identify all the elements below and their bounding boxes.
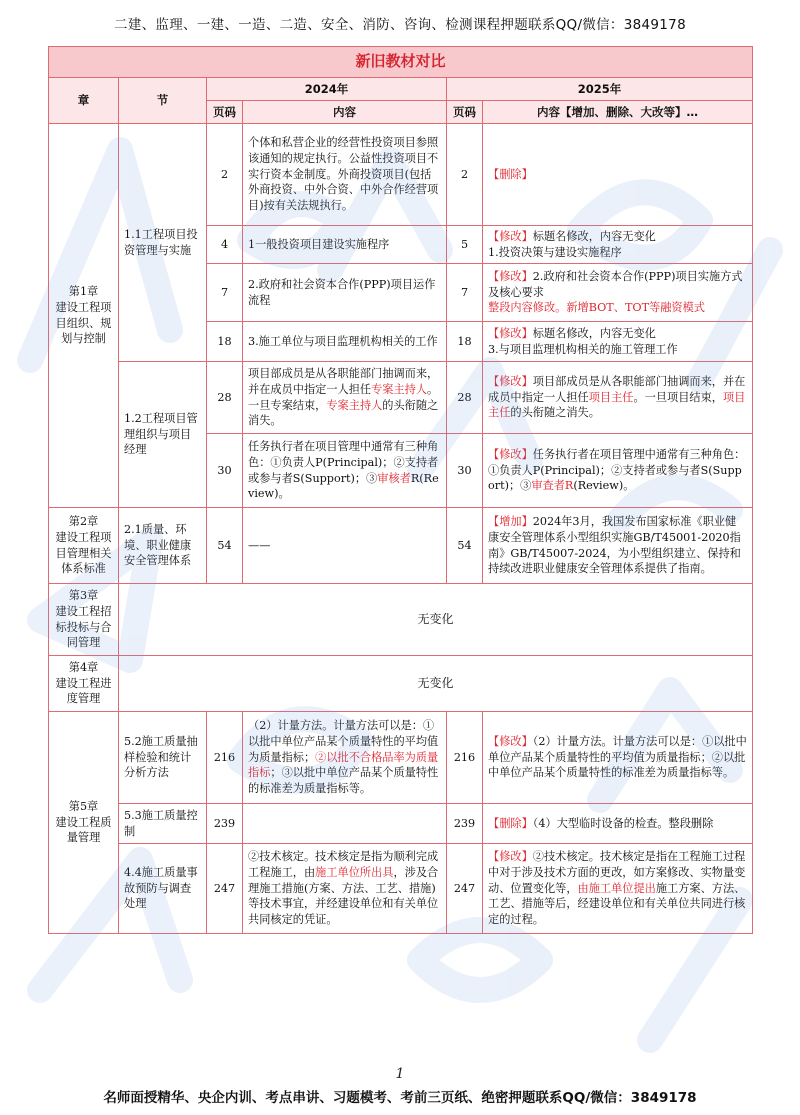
row8-page-new: 216 [447,712,483,804]
row5-old-b: 。一旦专案结束， [248,382,439,412]
row8-content-new [483,712,753,804]
modify-tag: 【修改】 [488,849,533,863]
header-chapter: 章 [49,78,119,124]
row5-new-b: 。一旦项目结束， [633,390,723,404]
header-content-old: 内容 [243,101,447,124]
row7-content-new [483,508,753,584]
row10-old-red: 施工单位所出具 [315,865,394,879]
row10-content-new [483,844,753,934]
modify-tag: 【修改】 [488,734,533,748]
row6-new-a: 任务执行者在项目管理中通常有三种角色：①负责人P(Principal)；②支持者或参与者S(Support)；③ [488,447,746,493]
row9-content-new [483,804,753,844]
row2-content-new [483,226,753,264]
row5-new-c: 的头衔随之消失。 [510,406,600,420]
row6-new-b: (Review)。 [573,479,635,493]
row3-page-new: 7 [447,264,483,322]
row4-new-a: 标题名修改，内容无变化 [532,326,656,340]
row10-new-b: 施工方案、方法、工艺、措施等后，经建设单位和有关单位共同进行核定的过程。 [488,881,746,927]
table-title: 新旧教材对比 [49,47,753,78]
header-page-new: 页码 [447,101,483,124]
row2-new-a: 标题名修改，内容无变化 [532,229,656,243]
row6-content-old [243,434,447,508]
header-year-old: 2024年 [207,78,447,101]
row10-page-old: 247 [207,844,243,934]
comparison-table [48,46,753,934]
row2-new-b: 1.投资决策与建设实施程序 [488,245,622,259]
page-number: 1 [395,1066,405,1082]
row4-page-old: 18 [207,322,243,362]
row8-old-red: ②以批不合格品率为质量指标 [248,750,439,780]
row5-old-red1: 专案主持人 [371,382,428,396]
row6-new-red: 审查者R [531,479,574,493]
row10-old-a: ②技术核定。技术核定是指为顺利完成工程施工，由 [248,849,439,879]
row8-content-old [243,712,447,804]
section-4-4-cell: 4.4施工质量事故预防与调查处理 [119,844,207,934]
row8-page-old: 216 [207,712,243,804]
row3-content-new [483,264,753,322]
row9-new-a: （4）大型临时设备的检查。整段删除 [532,816,714,830]
row6-content-new [483,434,753,508]
row10-old-b: ，涉及合理施工措施(方案、方法、工艺、措施)等技术事宜，并经建设单位和有关单位共同核定的凭证。 [248,865,439,927]
header-page-old: 页码 [207,101,243,124]
row3-new-a: 2.政府和社会资本合作(PPP)项目实施方式及核心要求 [488,269,743,299]
row2-page-new: 5 [447,226,483,264]
chapter-1-cell: 第1章 建设工程项目组织、规划与控制 [49,124,119,508]
section-1-1-cell: 1.1工程项目投资管理与实施 [119,124,207,362]
top-banner: 二建、监理、一建、一造、二造、安全、消防、咨询、检测课程押题联系QQ/微信：3849178 [114,17,686,33]
row1-page-new: 2 [447,124,483,226]
row5-old-red2: 专案主持人 [326,398,383,412]
row5-content-new [483,362,753,434]
watermark-shape [420,930,540,990]
section-2-1-cell: 2.1质量、环境、职业健康安全管理体系 [119,508,207,584]
header-section: 节 [119,78,207,124]
row10-content-old [243,844,447,934]
row4-content-old: 3.施工单位与项目监理机构相关的工作 [243,322,447,362]
row7-content-old: —— [243,508,447,584]
delete-tag: 【删除】 [488,816,533,830]
row9-page-new: 239 [447,804,483,844]
row5-old-a: 项目部成员是从各职能部门抽调而来，并在成员中指定一人担任 [248,366,439,396]
row9-page-old: 239 [207,804,243,844]
row7-page-old: 54 [207,508,243,584]
row7-page-new: 54 [447,508,483,584]
chapter-5-cell: 第5章 建设工程质量管理 [49,712,119,934]
row5-old-c: 的头衔随之消失。 [248,398,439,428]
row8-old-b: ；③以批中单位产品某个质量特性的标准差为质量指标等。 [248,766,439,796]
modify-tag: 【修改】 [488,374,533,388]
row5-new-red1: 项目主任 [588,390,634,404]
chapter-4-cell: 第4章 建设工程进度管理 [49,656,119,712]
row5-new-red2: 项目主任 [488,390,746,420]
row1-content-old: 个体和私营企业的经营性投资项目参照该通知的规定执行。公益性投资项目不实行资本金制度。外商投资项目(包括外商投资、中外合资、中外合作经营项目)按有关法规执行。 [243,124,447,226]
row5-content-old [243,362,447,434]
row4-content-new [483,322,753,362]
chapter-3-no-change: 无变化 [119,584,753,656]
row7-new-a: 2024年3月，我国发布国家标准《职业健康安全管理体系小型组织实施GB/T45001-2020指南》GB/T45007-2024，为小型组织建立、保持和持续改进职业健康安全管理体系提供了指南。 [488,514,741,576]
row1-content-new [483,124,753,226]
row2-page-old: 4 [207,226,243,264]
header-year-new: 2025年 [447,78,753,101]
row6-old-b: R(Review)。 [248,471,439,501]
row5-new-a: 项目部成员是从各职能部门抽调而来，并在成员中指定一人担任 [488,374,746,404]
row1-page-old: 2 [207,124,243,226]
modify-tag: 【修改】 [488,326,533,340]
row6-old-red: 审核者 [377,471,411,485]
bottom-banner: 名师面授精华、央企内训、考点串讲、习题模考、考前三页纸、绝密押题联系QQ/微信：3849178 [103,1090,697,1106]
row5-page-old: 28 [207,362,243,434]
chapter-2-cell: 第2章 建设工程项目管理相关体系标准 [49,508,119,584]
modify-tag: 【修改】 [488,229,533,243]
row10-new-red: 由施工单位提出 [577,881,656,895]
section-5-2-cell: 5.2施工质量抽样检验和统计分析方法 [119,712,207,804]
modify-tag: 【修改】 [488,269,533,283]
row4-new-b: 3.与项目监理机构相关的施工管理工作 [488,342,678,356]
row10-page-new: 247 [447,844,483,934]
row8-new-a: （2）计量方法。计量方法可以是：①以批中单位产品某个质量特性的平均值为质量指标；②以批中单位产品某个质量特性的标准差为质量指标等。 [488,734,747,780]
add-tag: 【增加】 [488,514,533,528]
row6-page-new: 30 [447,434,483,508]
row6-page-old: 30 [207,434,243,508]
header-content-new: 内容【增加、删除、大改等】… [483,101,753,124]
row4-page-new: 18 [447,322,483,362]
row8-old-a: （2）计量方法。计量方法可以是：①以批中单位产品某个质量特性的平均值为质量指标； [248,718,439,764]
delete-tag: 【删除】 [488,167,533,181]
section-1-2-cell: 1.2工程项目管理组织与项目经理 [119,362,207,508]
row9-content-old [243,804,447,844]
row3-page-old: 7 [207,264,243,322]
row10-new-a: ②技术核定。技术核定是指在工程施工过程中对于涉及技术方面的更改，如方案修改、实物量变动、位置变化等， [488,849,746,895]
section-5-3-cell: 5.3施工质量控制 [119,804,207,844]
chapter-3-cell: 第3章 建设工程招标投标与合同管理 [49,584,119,656]
row6-old-a: 任务执行者在项目管理中通常有三种角色：①负责人P(Principal)；②支持者或参与者S(Support)；③ [248,439,439,485]
chapter-4-no-change: 无变化 [119,656,753,712]
modify-tag: 【修改】 [488,447,533,461]
row3-content-old: 2.政府和社会资本合作(PPP)项目运作流程 [243,264,447,322]
row5-page-new: 28 [447,362,483,434]
row3-new-red: 整段内容修改。新增BOT、TOT等融资模式 [488,301,705,315]
row2-content-old: 1一般投资项目建设实施程序 [243,226,447,264]
